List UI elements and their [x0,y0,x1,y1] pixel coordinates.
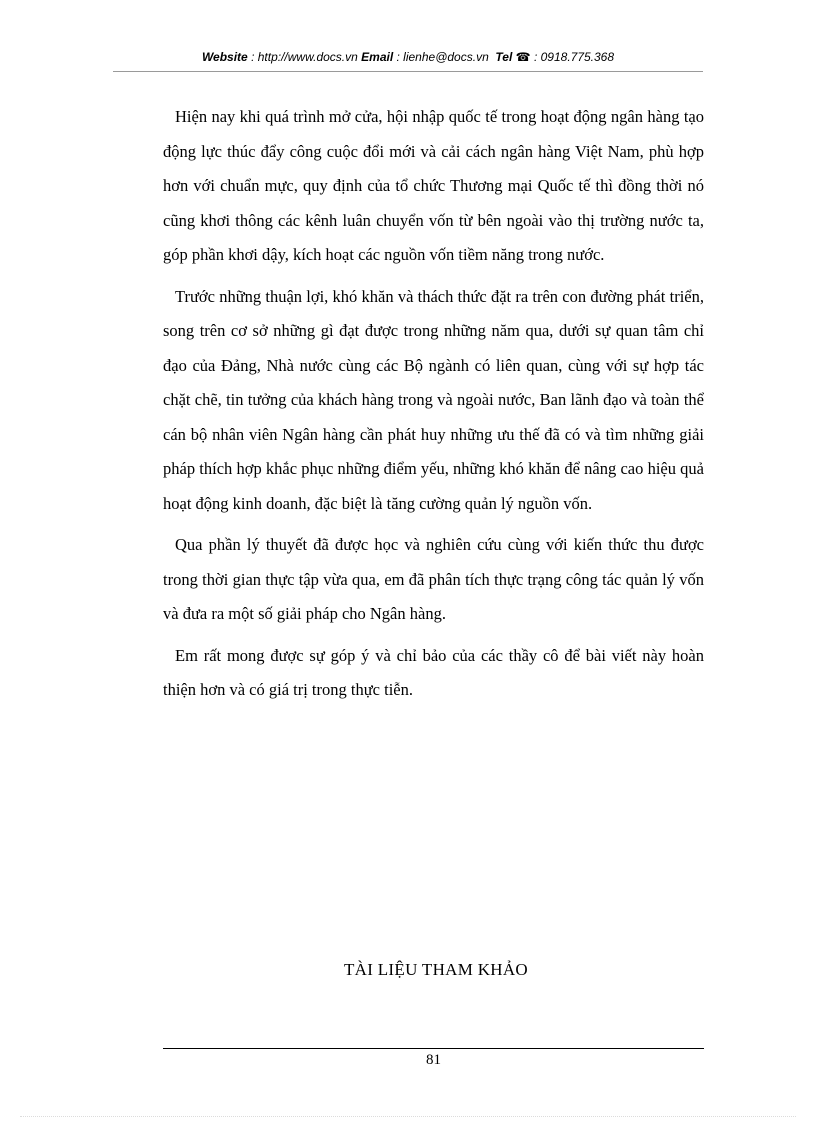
page-header [0,50,816,64]
footer-divider [163,1048,704,1049]
email-value[interactable]: lienhe@docs.vn [403,50,489,64]
tel-label: Tel [495,50,513,64]
references-heading: TÀI LIỆU THAM KHẢO [343,960,529,979]
phone-icon: ☎ [515,50,531,64]
website-separator: : [247,50,258,64]
header-divider [113,71,703,72]
paragraph: Qua phần lý thuyết đã được học và nghiên cứu cùng với kiến thức thu được trong thời gian thực tập vừa qua, em đã phân tích thực trạng công tác quản lý vốn và đưa ra một số giải pháp cho Ngân hàng. [163,535,704,623]
page-bottom-border [20,1116,796,1117]
paragraph: Trước những thuận lợi, khó khăn và thách thức đặt ra trên con đường phát triển, song trên cơ sở những gì đạt được trong những năm qua, dưới sự quan tâm chỉ đạo của Đảng, Nhà nước cùng các Bộ ngành có liên quan, cùng với sự hợp tác chặt chẽ, tin tưởng của khách hàng trong và ngoài nước, Ban lãnh đạo và toàn thể cán bộ nhân viên Ngân hàng cần phát huy những ưu thế đã có và tìm những giải pháp thích hợp khắc phục những điểm yếu, những khó khăn để nâng cao hiệu quả hoạt động kinh doanh, đặc biệt là tăng cường quản lý nguồn vốn. [163,286,704,513]
body-text [163,100,704,715]
website-label: Website [201,50,248,64]
website-url[interactable]: http://www.docs.vn [257,50,358,64]
tel-value: : 0918.775.368 [530,50,615,64]
page-number: 81 [426,1052,441,1068]
paragraph: Em rất mong được sự góp ý và chỉ bảo của các thầy cô để bài viết này hoàn thiện hơn và có giá trị trong thực tiễn. [163,645,704,699]
email-separator: : [393,50,404,64]
email-label: Email [361,50,394,64]
paragraph: Hiện nay khi quá trình mở cửa, hội nhập quốc tế trong hoạt động ngân hàng tạo động lực thúc đẩy công cuộc đổi mới và cải cách ngân hàng Việt Nam, phù hợp hơn với chuẩn mực, quy định của tổ chức Thương mại Quốc tế thì đồng thời nó cũng khơi thông các kênh luân chuyển vốn từ bên ngoài vào thị trường nước ta, góp phần khơi dậy, kích hoạt các nguồn vốn tiềm năng trong nước. [163,107,704,264]
